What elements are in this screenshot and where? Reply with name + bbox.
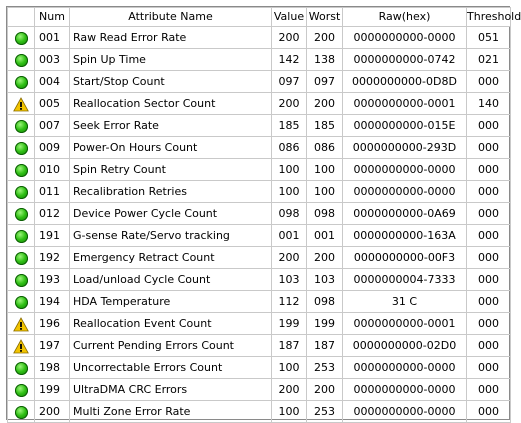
attribute-raw-hex: 0000000000-0000 [343,27,467,49]
table-row[interactable] [8,159,511,181]
column-header-num[interactable]: Num [35,8,70,27]
attribute-num: 193 [35,269,70,291]
attribute-raw-hex: 31 C [343,291,467,313]
table-header-row [8,8,511,27]
attribute-worst: 200 [307,379,343,401]
status-cell [8,401,35,423]
table-row[interactable] [8,181,511,203]
status-cell [8,27,35,49]
attribute-raw-hex: 0000000000-0001 [343,93,467,115]
attribute-value: 112 [272,291,307,313]
attribute-name: Reallocation Sector Count [70,93,272,115]
table-row[interactable] [8,269,511,291]
table-row[interactable] [8,357,511,379]
attribute-value: 103 [272,269,307,291]
attribute-name: Emergency Retract Count [70,247,272,269]
attribute-value: 199 [272,313,307,335]
attribute-name: Power-On Hours Count [70,137,272,159]
attribute-worst: 199 [307,313,343,335]
status-ok-icon [15,54,28,67]
table-row[interactable] [8,203,511,225]
table-row[interactable] [8,379,511,401]
attribute-num: 010 [35,159,70,181]
column-header-raw-hex[interactable]: Raw(hex) [343,8,467,27]
status-cell [8,291,35,313]
attribute-value: 142 [272,49,307,71]
attribute-threshold: 000 [467,313,511,335]
attribute-raw-hex: 0000000000-0000 [343,379,467,401]
table-body [8,27,511,423]
status-cell [8,181,35,203]
attribute-worst: 187 [307,335,343,357]
status-cell [8,137,35,159]
attribute-raw-hex: 0000000000-0D8D [343,71,467,93]
attribute-threshold: 140 [467,93,511,115]
attribute-threshold: 000 [467,159,511,181]
status-cell [8,313,35,335]
table-row[interactable] [8,247,511,269]
attribute-num: 200 [35,401,70,423]
status-cell [8,379,35,401]
status-ok-icon [15,120,28,133]
table-row[interactable] [8,93,511,115]
attribute-raw-hex: 0000000000-163A [343,225,467,247]
attribute-worst: 200 [307,247,343,269]
attribute-name: Load/unload Cycle Count [70,269,272,291]
status-cell [8,49,35,71]
attribute-num: 192 [35,247,70,269]
attribute-value: 200 [272,379,307,401]
attribute-worst: 086 [307,137,343,159]
table-row[interactable] [8,225,511,247]
attribute-num: 196 [35,313,70,335]
attribute-threshold: 000 [467,401,511,423]
table-row[interactable] [8,313,511,335]
attribute-num: 001 [35,27,70,49]
attribute-num: 194 [35,291,70,313]
attribute-raw-hex: 0000000000-0742 [343,49,467,71]
warning-icon [13,339,29,354]
column-header-value[interactable]: Value [272,8,307,27]
attribute-name: Reallocation Event Count [70,313,272,335]
attribute-threshold: 000 [467,335,511,357]
table-row[interactable] [8,49,511,71]
status-cell [8,225,35,247]
attribute-name: Spin Up Time [70,49,272,71]
attribute-num: 003 [35,49,70,71]
status-cell [8,335,35,357]
attribute-worst: 253 [307,401,343,423]
status-ok-icon [15,406,28,419]
attribute-value: 100 [272,181,307,203]
attribute-value: 100 [272,401,307,423]
attribute-raw-hex: 0000000000-00F3 [343,247,467,269]
attribute-threshold: 021 [467,49,511,71]
attribute-name: Recalibration Retries [70,181,272,203]
table-row[interactable] [8,401,511,423]
attribute-worst: 103 [307,269,343,291]
attribute-threshold: 000 [467,269,511,291]
status-cell [8,115,35,137]
status-ok-icon [15,384,28,397]
attribute-value: 200 [272,93,307,115]
warning-icon [13,317,29,332]
attribute-threshold: 000 [467,379,511,401]
attribute-value: 097 [272,71,307,93]
column-header-worst[interactable]: Worst [307,8,343,27]
attribute-worst: 098 [307,291,343,313]
status-ok-icon [15,230,28,243]
column-header-threshold[interactable]: Threshold [467,8,511,27]
attribute-name: HDA Temperature [70,291,272,313]
attribute-worst: 097 [307,71,343,93]
attribute-value: 098 [272,203,307,225]
status-ok-icon [15,296,28,309]
attribute-name: G-sense Rate/Servo tracking [70,225,272,247]
attribute-raw-hex: 0000000004-7333 [343,269,467,291]
status-ok-icon [15,252,28,265]
attribute-worst: 100 [307,181,343,203]
attribute-worst: 001 [307,225,343,247]
attribute-name: Start/Stop Count [70,71,272,93]
attribute-name: Seek Error Rate [70,115,272,137]
table-row[interactable] [8,137,511,159]
attribute-value: 100 [272,159,307,181]
attribute-value: 187 [272,335,307,357]
smart-attributes-table [7,7,521,423]
status-cell [8,71,35,93]
attribute-num: 197 [35,335,70,357]
attribute-value: 086 [272,137,307,159]
table-row[interactable] [8,115,511,137]
attribute-threshold: 000 [467,181,511,203]
status-ok-icon [15,362,28,375]
attribute-name: Device Power Cycle Count [70,203,272,225]
attribute-worst: 100 [307,159,343,181]
table-row[interactable] [8,27,511,49]
attribute-threshold: 000 [467,291,511,313]
attribute-raw-hex: 0000000000-0000 [343,159,467,181]
status-cell [8,357,35,379]
attribute-num: 011 [35,181,70,203]
attribute-raw-hex: 0000000000-0000 [343,401,467,423]
attribute-value: 100 [272,357,307,379]
attribute-threshold: 000 [467,247,511,269]
attribute-raw-hex: 0000000000-0000 [343,357,467,379]
status-cell [8,159,35,181]
attribute-value: 200 [272,27,307,49]
attribute-worst: 200 [307,93,343,115]
attribute-threshold: 000 [467,137,511,159]
status-ok-icon [15,274,28,287]
status-ok-icon [15,142,28,155]
attribute-name: Multi Zone Error Rate [70,401,272,423]
attribute-num: 199 [35,379,70,401]
attribute-worst: 138 [307,49,343,71]
status-ok-icon [15,186,28,199]
attribute-raw-hex: 0000000000-0A69 [343,203,467,225]
attribute-num: 007 [35,115,70,137]
status-ok-icon [15,76,28,89]
status-cell [8,269,35,291]
attribute-raw-hex: 0000000000-015E [343,115,467,137]
status-cell [8,93,35,115]
status-ok-icon [15,208,28,221]
attribute-threshold: 000 [467,71,511,93]
attribute-raw-hex: 0000000000-293D [343,137,467,159]
column-header-status[interactable] [8,8,35,27]
attribute-threshold: 000 [467,225,511,247]
table-row[interactable] [8,71,511,93]
smart-attributes-panel [6,6,521,420]
attribute-num: 198 [35,357,70,379]
column-header-attribute-name[interactable]: Attribute Name [70,8,272,27]
warning-icon [13,97,29,112]
attribute-raw-hex: 0000000000-0000 [343,181,467,203]
attribute-num: 191 [35,225,70,247]
attribute-name: Spin Retry Count [70,159,272,181]
status-cell [8,247,35,269]
status-ok-icon [15,164,28,177]
attribute-num: 009 [35,137,70,159]
attribute-worst: 200 [307,27,343,49]
attribute-worst: 253 [307,357,343,379]
attribute-name: Raw Read Error Rate [70,27,272,49]
attribute-value: 001 [272,225,307,247]
attribute-threshold: 000 [467,203,511,225]
attribute-raw-hex: 0000000000-02D0 [343,335,467,357]
attribute-num: 005 [35,93,70,115]
attribute-threshold: 000 [467,357,511,379]
attribute-raw-hex: 0000000000-0001 [343,313,467,335]
attribute-threshold: 051 [467,27,511,49]
attribute-value: 200 [272,247,307,269]
attribute-worst: 185 [307,115,343,137]
table-row[interactable] [8,335,511,357]
attribute-num: 004 [35,71,70,93]
attribute-name: Current Pending Errors Count [70,335,272,357]
attribute-threshold: 000 [467,115,511,137]
status-cell [8,203,35,225]
attribute-num: 012 [35,203,70,225]
attribute-name: Uncorrectable Errors Count [70,357,272,379]
attribute-name: UltraDMA CRC Errors [70,379,272,401]
attribute-value: 185 [272,115,307,137]
attribute-worst: 098 [307,203,343,225]
table-row[interactable] [8,291,511,313]
status-ok-icon [15,32,28,45]
